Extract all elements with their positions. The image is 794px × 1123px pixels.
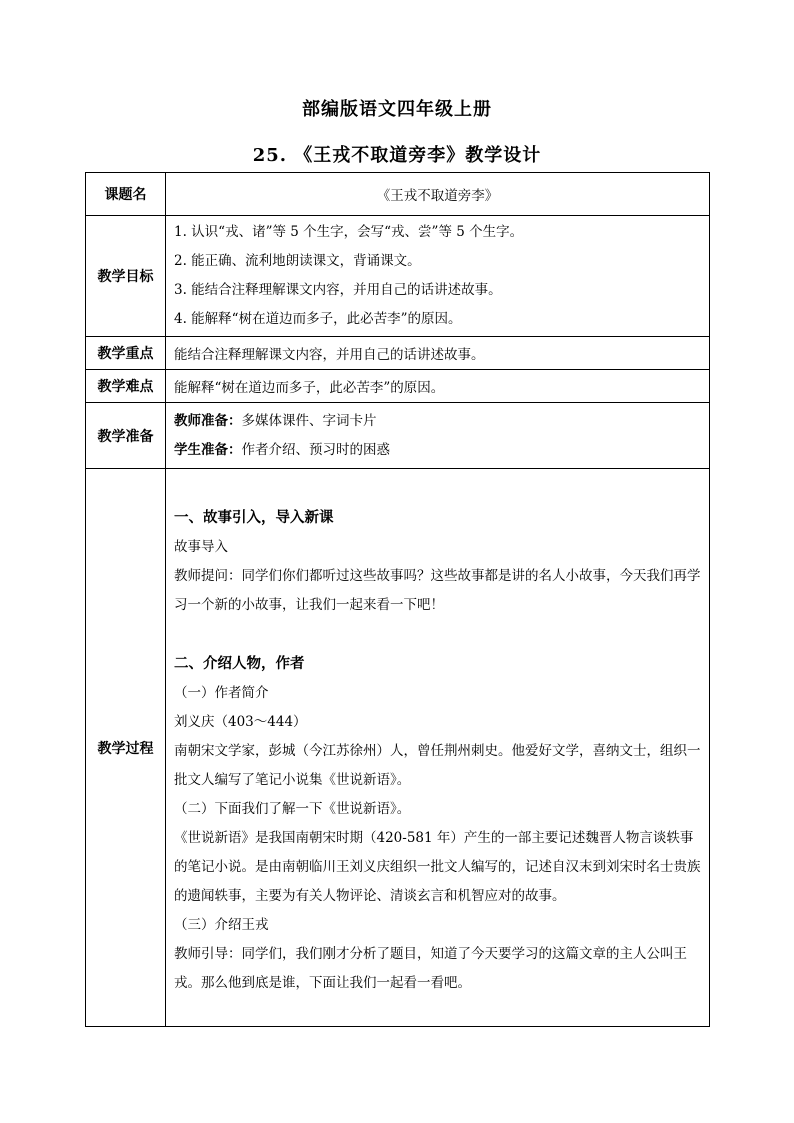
- part-2-title: （二）下面我们了解一下《世说新语》。: [174, 801, 411, 817]
- goal-item: 2. 能正确、流利地朗读课文，背诵课文。: [174, 253, 421, 269]
- goal-item: 1. 认识“戎、诸”等 5 个生字，会写“戎、尝”等 5 个生字。: [174, 224, 524, 240]
- section-2-title: 二、介绍人物，作者: [174, 655, 305, 672]
- goal-item: 3. 能结合注释理解课文内容，并用自己的话讲述故事。: [174, 282, 502, 298]
- guide-text: 教师引导：同学们，我们刚才分析了题目，知道了今天要学习的这篇文章的主人公叫王戎。那么他到底是谁，下面让我们一起看一看吧。: [174, 946, 687, 991]
- section-1-title: 一、故事引入，导入新课: [174, 509, 334, 526]
- preparation-label: 教学准备: [86, 403, 166, 469]
- difficulty-label: 教学难点: [86, 370, 166, 403]
- goal-item: 4. 能解释“树在道边而多子，此必苦李”的原因。: [174, 311, 462, 327]
- course-name-label: 课题名: [86, 173, 166, 216]
- student-preparation: [174, 436, 701, 465]
- row-difficulty: [86, 370, 710, 403]
- author-text: 南朝宋文学家，彭城（今江苏徐州）人，曾任荆州刺史。他爱好文学，喜纳文士，组织一批文人编写了笔记小说集《世说新语》。: [174, 743, 701, 788]
- teacher-preparation: [174, 407, 701, 436]
- teacher-preparation-value: 多媒体课件、字词卡片: [241, 412, 377, 429]
- row-process: [86, 469, 710, 1027]
- preparation-content: [166, 403, 710, 469]
- student-preparation-value: 作者介绍、预习时的困惑: [241, 441, 390, 458]
- course-name-value: 《王戎不取道旁李》: [166, 173, 710, 216]
- student-preparation-label: 学生准备：: [174, 441, 242, 458]
- author-name: 刘义庆（403～444）: [174, 714, 307, 730]
- goals-list: [166, 216, 710, 337]
- document-title: 部编版语文四年级上册: [302, 99, 492, 120]
- process-content: [166, 469, 710, 1027]
- row-preparation: [86, 403, 710, 469]
- section-1-subtitle: 故事导入: [174, 539, 228, 555]
- goals-label: 教学目标: [86, 216, 166, 337]
- lesson-title: 25. 《王戎不取道旁李》教学设计: [252, 145, 542, 166]
- teacher-preparation-label: 教师准备：: [174, 412, 242, 429]
- section-1-text: 教师提问：同学们你们都听过这些故事吗？这些故事都是讲的名人小故事，今天我们再学习一个新的小故事，让我们一起来看一下吧！: [174, 568, 701, 613]
- lesson-plan-table: [85, 172, 710, 1027]
- part-3-title: （三）介绍王戎: [174, 917, 269, 933]
- difficulty-value: 能解释“树在道边而多子，此必苦李”的原因。: [166, 370, 710, 403]
- row-goals: [86, 216, 710, 337]
- key-point-value: 能结合注释理解课文内容，并用自己的话讲述故事。: [166, 337, 710, 370]
- row-course-name: [86, 173, 710, 216]
- part-1-title: （一）作者简介: [174, 685, 269, 701]
- key-point-label: 教学重点: [86, 337, 166, 370]
- spacer: [174, 620, 701, 649]
- row-key-point: [86, 337, 710, 370]
- book-text: 《世说新语》是我国南朝宋时期（420-581 年）产生的一部主要记述魏晋人物言谈轶事的笔记小说。是由南朝临川王刘义庆组织一批文人编写的，记述自汉末到刘宋时名士贵族的遗闻轶事，主要为有关人物评论、清谈玄言和机智应对的故事。: [174, 830, 701, 904]
- process-label: 教学过程: [86, 469, 166, 1027]
